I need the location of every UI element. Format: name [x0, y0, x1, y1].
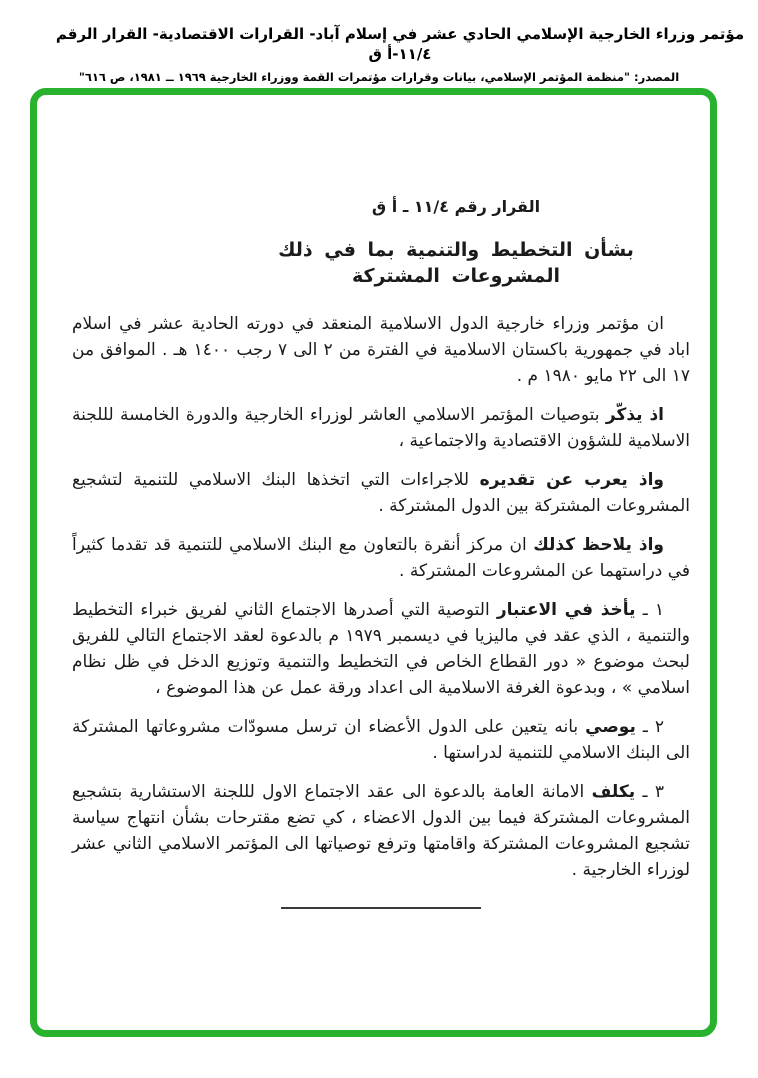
resolution-paragraph: ١ ـ يأخذ في الاعتبار التوصية التي أصدرها الاجتماع الثاني لفريق خبراء التخطيط والتنمية ، الذي عقد في ماليزيا في ديسمبر ١٩٧٩ م بالدعوة لعقد الاجتماع التالي للفريق لبحث موضوع « دور القطاع الخاص في التخطيط والتنمية وتوزيع الدخل في ظل نظام اسلامي » ، وبدعوة الغرفة الاسلامية الى اعداد ورقة عمل عن هذا الموضوع ، — [72, 600, 690, 698]
resolution-paragraph: واذ يعرب عن تقديره للاجراءات التي اتخذها البنك الاسلامي للتنمية لتشجيع المشروعات المشتركة بين الدول المشتركة . — [72, 470, 690, 516]
document-body — [37, 95, 710, 1030]
resolution-paragraph: اذ يذكّر بتوصيات المؤتمر الاسلامي العاشر لوزراء الخارجية والدورة الخامسة لللجنة الاسلامية للشؤون الاقتصادية والاجتماعية ، — [72, 405, 690, 451]
resolution-paragraph: واذ يلاحظ كذلك ان مركز أنقرة بالتعاون مع البنك الاسلامي للتنمية قد تقدما كثيراً في دراستهما عن المشروعات المشتركة . — [72, 535, 690, 581]
resolution-paragraph: ان مؤتمر وزراء خارجية الدول الاسلامية المنعقد في دورته الحادية عشر في اسلام اباد في جمهورية باكستان الاسلامية في الفترة من ٢ الى ٧ رجب ١٤٠٠ هـ . الموافق من ١٧ الى ٢٢ مايو ١٩٨٠ م . — [72, 314, 691, 386]
citation-line-1: مؤتمر وزراء الخارجية الإسلامي الحادي عشر في إسلام آباد- القرارات الاقتصادية- القرار الرقم ١١/٤-أ ق — [55, 25, 745, 63]
resolution-paragraph: ٣ ـ يكلف الامانة العامة بالدعوة الى عقد الاجتماع الاول لللجنة الاستشارية بتشجيع المشروعات المشتركة فيما بين الدول الاعضاء ، كي تضع مقترحات بشأن انتهاج سياسة تشجيع المشروعات المشتركة واقامتها وترفع توصياتها الى المؤتمر الاسلامي الثاني عشر لوزراء الخارجية . — [72, 782, 690, 880]
citation-line-2: المصدر: "منظمة المؤتمر الإسلامي، بيانات وقرارات مؤتمرات القمة ووزراء الخارجية ١٩٦٩ ــ ١٩٨١، ص ٦١٦" — [78, 70, 680, 84]
citation-header — [0, 24, 758, 84]
end-rule — [281, 907, 481, 909]
resolution-paragraph: ٢ ـ يوصي بانه يتعين على الدول الأعضاء ان ترسل مسودّات مشروعاتها المشتركة الى البنك الاسلامي للتنمية لدراستها . — [72, 717, 690, 763]
document-frame — [30, 88, 717, 1037]
resolution-paragraphs — [72, 311, 690, 883]
resolution-subject-title: بشأن التخطيط والتنمية بما في ذلك المشروعات المشتركة — [278, 239, 634, 287]
resolution-number-title: القرار رقم ١١/٤ ـ أ ق — [371, 197, 541, 216]
